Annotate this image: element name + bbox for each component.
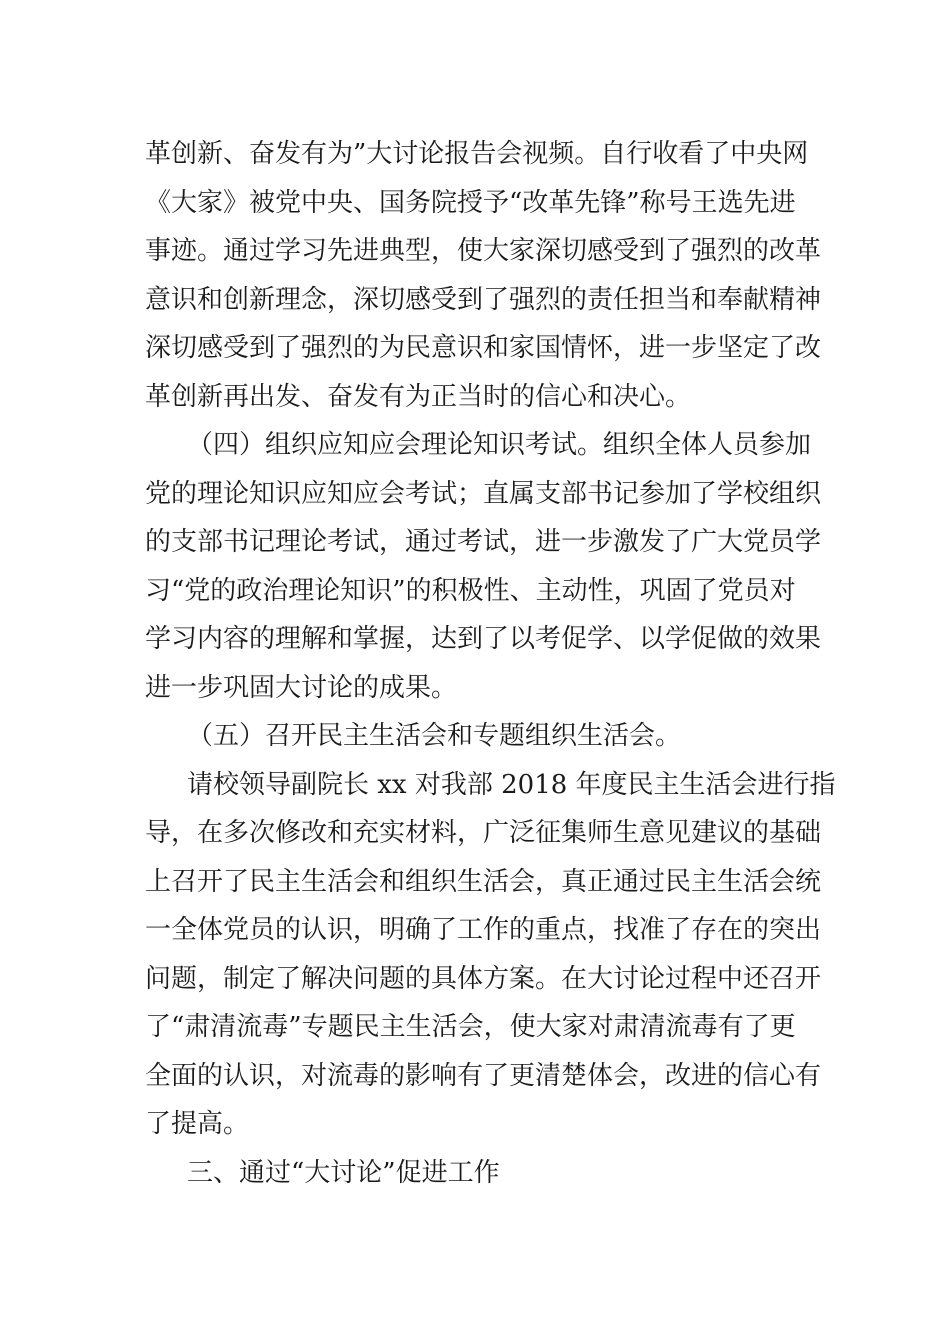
section-heading-5: （五）召开民主生活会和专题组织生活会。: [187, 721, 682, 751]
paragraph-start: 请校领导副院长 xx 对我部 2018 年度民主生活会进行指: [187, 769, 836, 800]
text-line: 的支部书记理论考试，通过考试，进一步激发了广大党员学: [145, 527, 822, 557]
section-heading-4: （四）组织应知应会理论知识考试。组织全体人员参加: [187, 430, 812, 460]
text-line: 了提高。: [145, 1109, 250, 1139]
document-body: [145, 130, 836, 1197]
text-line: 《大家》被党中央、国务院授予“改革先锋”称号王选先进: [145, 187, 796, 218]
section-heading-3: 三、通过“大讨论”促进工作: [187, 1157, 500, 1188]
text-line: 习“党的政治理论知识”的积极性、主动性，巩固了党员对: [145, 575, 796, 606]
text-line: 全面的认识，对流毒的影响有了更清楚体会，改进的信心有: [145, 1060, 822, 1091]
text-line: 事迹。通过学习先进典型，使大家深切感受到了强烈的改革: [145, 236, 822, 266]
text-line: 导，在多次修改和充实材料，广泛征集师生意见建议的基础: [145, 818, 822, 848]
text-line: 革创新、奋发有为”大讨论报告会视频。自行收看了中央网: [145, 139, 809, 169]
text-line: 了“肃清流毒”专题民主生活会，使大家对肃清流毒有了更: [145, 1012, 796, 1042]
text-line: 革创新再出发、奋发有为正当时的信心和决心。: [145, 381, 692, 412]
text-line: 问题，制定了解决问题的具体方案。在大讨论过程中还召开: [145, 963, 822, 994]
text-line: 党的理论知识应知应会考试；直属支部书记参加了学校组织: [145, 478, 822, 509]
text-line: 上召开了民主生活会和组织生活会，真正通过民主生活会统: [145, 866, 822, 897]
text-line: 学习内容的理解和掌握，达到了以考促学、以学促做的效果: [145, 624, 822, 654]
text-line: 一全体党员的认识，明确了工作的重点，找准了存在的突出: [145, 915, 822, 945]
text-line: 进一步巩固大讨论的成果。: [145, 672, 458, 703]
text-line: 意识和创新理念，深切感受到了强烈的责任担当和奉献精神: [145, 284, 822, 315]
text-line: 深切感受到了强烈的为民意识和家国情怀，进一步坚定了改: [145, 333, 822, 363]
